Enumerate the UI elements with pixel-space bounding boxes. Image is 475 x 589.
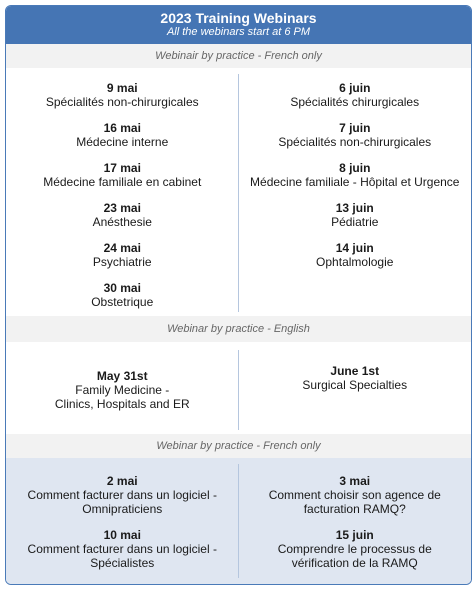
webinar-topic: Psychiatrie xyxy=(92,255,152,269)
webinar-topic: Comment facturer dans un logiciel - Omnipraticiens xyxy=(27,488,217,516)
webinar-topic: Pédiatrie xyxy=(331,215,379,229)
webinar-item xyxy=(239,364,472,392)
column-divider xyxy=(238,350,239,430)
webinar-date: 8 juin xyxy=(339,161,371,175)
webinar-item xyxy=(6,201,239,241)
webinar-date: May 31st xyxy=(96,369,148,383)
english-grid xyxy=(6,342,471,434)
webinar-date: 16 mai xyxy=(103,121,141,135)
webinar-topic: Comment choisir son agence de facturation RAMQ? xyxy=(268,488,441,516)
schedule-subtitle: All the webinars start at 6 PM xyxy=(166,26,311,38)
webinar-item xyxy=(239,81,472,121)
webinar-item xyxy=(239,474,472,528)
webinar-schedule-card xyxy=(5,5,472,585)
webinar-topic: Spécialités chirurgicales xyxy=(290,95,420,109)
webinar-topic: Comment facturer dans un logiciel - Spécialistes xyxy=(27,542,217,570)
column-divider xyxy=(238,74,239,312)
webinar-date: 7 juin xyxy=(339,121,371,135)
french-practice-grid xyxy=(6,68,471,316)
french-billing-left-column xyxy=(6,458,239,584)
webinar-topic: Surgical Specialties xyxy=(302,378,408,392)
webinar-date: 9 mai xyxy=(106,81,138,95)
webinar-topic: Médecine interne xyxy=(76,135,169,149)
column-divider xyxy=(238,464,239,578)
webinar-item xyxy=(239,528,472,570)
schedule-header xyxy=(6,6,471,44)
webinar-item xyxy=(6,369,239,411)
english-left-column xyxy=(6,342,239,434)
webinar-date: 13 juin xyxy=(335,201,374,215)
webinar-item xyxy=(239,121,472,161)
french-practice-right-column xyxy=(239,68,472,316)
webinar-item xyxy=(6,81,239,121)
webinar-item xyxy=(6,241,239,281)
webinar-date: 17 mai xyxy=(103,161,141,175)
webinar-date: 24 mai xyxy=(103,241,141,255)
webinar-topic: Family Medicine - Clinics, Hospitals and ER xyxy=(54,383,190,411)
section-band-french-practice: Webinair by practice - French only xyxy=(6,44,471,68)
webinar-topic: Spécialités non-chirurgicales xyxy=(278,135,432,149)
webinar-item xyxy=(6,121,239,161)
webinar-topic: Anésthesie xyxy=(92,215,152,229)
webinar-item xyxy=(239,201,472,241)
webinar-topic: Comprendre le processus de vérification de la RAMQ xyxy=(277,542,432,570)
webinar-date: 10 mai xyxy=(103,528,141,542)
webinar-topic: Spécialités non-chirurgicales xyxy=(45,95,199,109)
french-billing-right-column xyxy=(239,458,472,584)
webinar-date: 2 mai xyxy=(106,474,138,488)
webinar-date: 15 juin xyxy=(335,528,374,542)
webinar-item xyxy=(6,281,239,321)
webinar-date: 14 juin xyxy=(335,241,374,255)
webinar-date: 30 mai xyxy=(103,281,141,295)
webinar-date: June 1st xyxy=(330,364,380,378)
french-billing-grid xyxy=(6,458,471,584)
webinar-topic: Ophtalmologie xyxy=(316,255,394,269)
schedule-title: 2023 Training Webinars xyxy=(160,10,317,26)
section-band-english: Webinar by practice - English xyxy=(6,316,471,342)
webinar-date: 6 juin xyxy=(339,81,371,95)
webinar-item xyxy=(239,161,472,201)
webinar-date: 3 mai xyxy=(339,474,371,488)
section-band-french-billing: Webinar by practice - French only xyxy=(6,434,471,458)
webinar-item xyxy=(6,161,239,201)
french-practice-left-column xyxy=(6,68,239,316)
webinar-item xyxy=(239,241,472,281)
webinar-item xyxy=(6,474,239,528)
webinar-item xyxy=(6,528,239,570)
webinar-topic: Médecine familiale - Hôpital et Urgence xyxy=(250,175,460,189)
webinar-topic: Médecine familiale en cabinet xyxy=(43,175,202,189)
webinar-date: 23 mai xyxy=(103,201,141,215)
webinar-topic: Obstetrique xyxy=(91,295,154,309)
english-right-column xyxy=(239,342,472,434)
